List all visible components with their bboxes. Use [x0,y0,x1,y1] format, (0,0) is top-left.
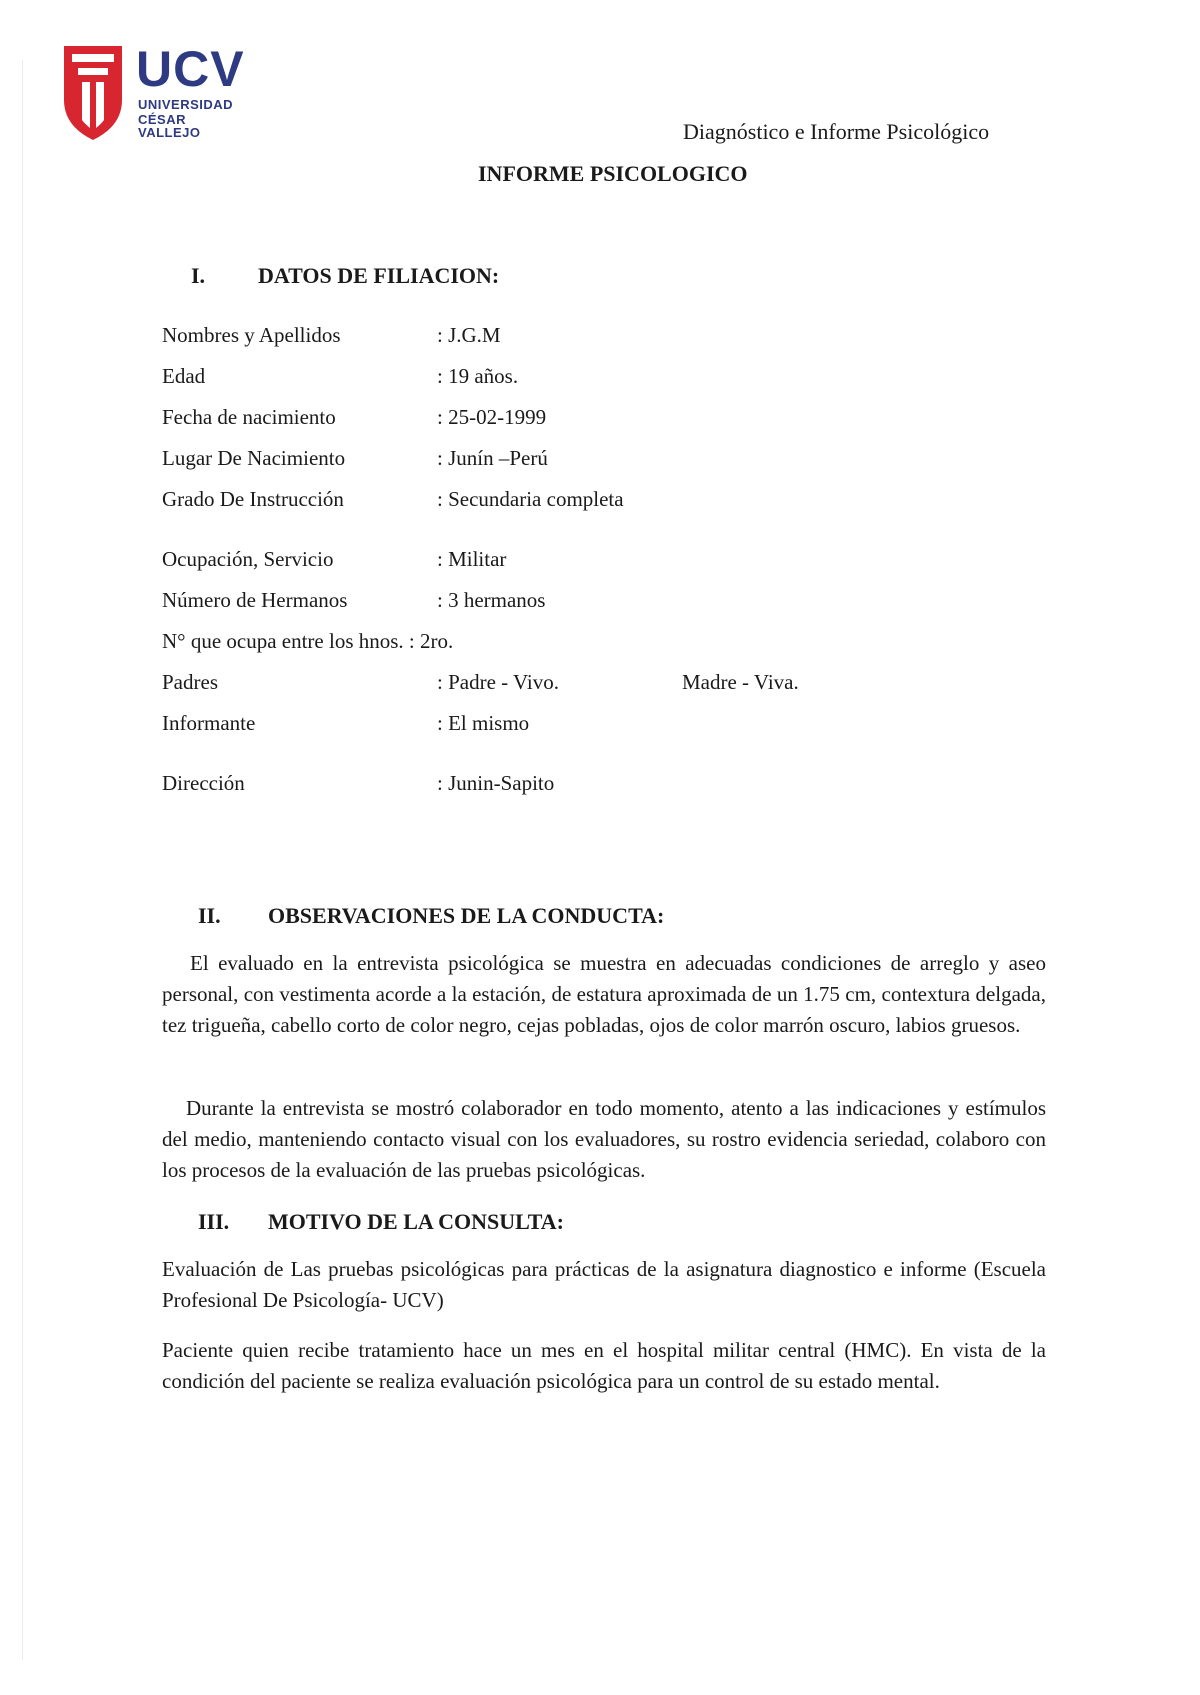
field-label: Grado De Instrucción [162,487,344,511]
field-value: : 3 hermanos [437,588,546,612]
field-label: Fecha de nacimiento [162,405,336,429]
field-label: Número de Hermanos [162,588,348,612]
section-3-number: III. [198,1209,230,1234]
logo-brand: UCV [136,41,245,97]
consultation-paragraph-2: Paciente quien recibe tratamiento hace un mes en el hospital militar central (HMC). En vista de la condición del paciente se realiza evaluación psicológica para un control de su estado mental. [162,1338,1046,1393]
section-3-title: MOTIVO DE LA CONSULTA: [268,1209,565,1234]
ucv-logo [60,41,245,142]
field-label: N° que ocupa entre los hnos. : 2ro. [162,629,454,653]
field-label: Edad [162,364,206,388]
section-2-title: OBSERVACIONES DE LA CONDUCTA: [268,903,665,928]
field-label: Nombres y Apellidos [162,323,341,347]
field-value: : Junin-Sapito [437,771,555,795]
consultation-paragraph-1: Evaluación de Las pruebas psicológicas para prácticas de la asignatura diagnostico e informe (Escuela Profesional De Psicología- UCV) [162,1257,1046,1312]
section-2-number: II. [198,903,221,928]
field-label: Lugar De Nacimiento [162,446,346,470]
logo-line-1: UNIVERSIDAD [138,97,234,112]
observation-paragraph-2: Durante la entrevista se mostró colaborador en todo momento, atento a las indicaciones y estímulos del medio, manteniendo contacto visual con los evaluadores, su rostro evidencia seriedad, colaboro con los procesos de la evaluación de las pruebas psicológicas. [162,1096,1046,1182]
field-label: Informante [162,711,256,735]
section-1-number: I. [191,263,206,288]
field-label: Padres [162,670,218,694]
field-value: : Militar [437,547,507,571]
course-header: Diagnóstico e Informe Psicológico [683,119,990,144]
field-label: Ocupación, Servicio [162,547,334,571]
field-value: : Secundaria completa [437,487,624,511]
field-value: : Junín –Perú [437,446,548,470]
field-value: : El mismo [437,711,530,735]
field-label: Dirección [162,771,245,795]
logo-line-2: CÉSAR VALLEJO [138,112,201,140]
ucv-shield-icon [60,42,126,142]
section-1-title: DATOS DE FILIACION: [258,263,500,288]
field-value: : 25-02-1999 [437,405,547,429]
field-extra-value: Madre - Viva. [682,670,799,694]
field-value: : J.G.M [437,323,501,347]
document-title: INFORME PSICOLOGICO [478,161,748,186]
field-value: : 19 años. [437,364,519,388]
field-value: : Padre - Vivo. [437,670,560,694]
observation-paragraph-1: El evaluado en la entrevista psicológica se muestra en adecuadas condiciones de arreglo y aseo personal, con vestimenta acorde a la estación, de estatura aproximada de un 1.75 cm, contextura delgada, tez trigueña, cabello corto de color negro, cejas pobladas, ojos de color marrón oscuro, labios gruesos. [162,951,1046,1037]
page-edge [22,60,23,1660]
